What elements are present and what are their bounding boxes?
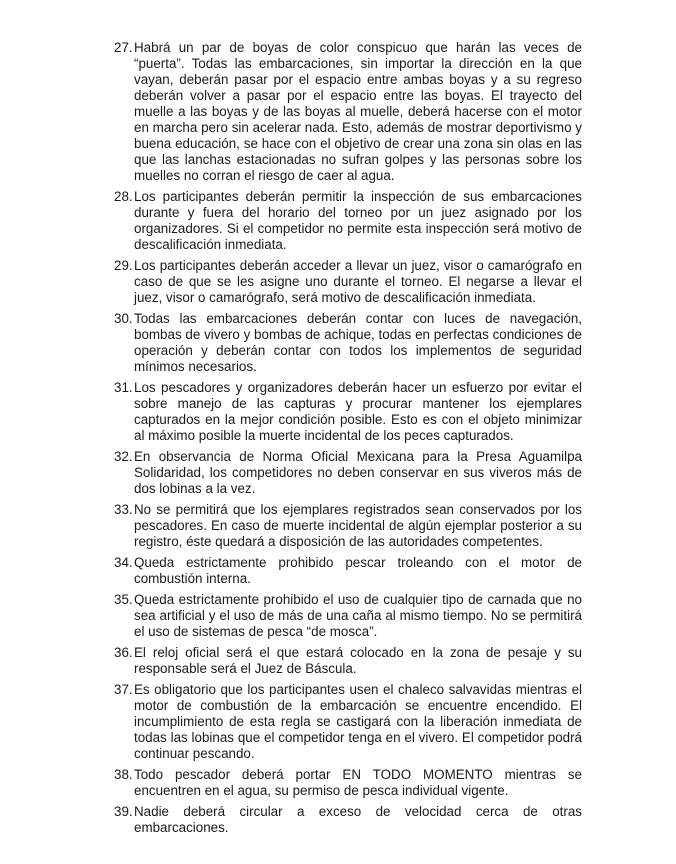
rule-number: 29. xyxy=(114,258,133,273)
rule-number: 27. xyxy=(114,40,133,55)
rule-item-34 xyxy=(114,555,582,587)
rule-item-37 xyxy=(114,682,582,762)
rule-number: 30. xyxy=(114,311,133,326)
rule-item-35 xyxy=(114,592,582,640)
rule-number: 37. xyxy=(114,682,133,697)
rule-text: Queda estrictamente prohibido pescar troleando con el motor de combustión interna. xyxy=(134,555,582,586)
rule-item-36 xyxy=(114,645,582,677)
rule-text: Los pescadores y organizadores deberán hacer un esfuerzo por evitar el sobre manejo de las capturas y procurar mantener los ejemplares capturados en la mejor condición posible. Esto es con el objeto minimizar al máximo posible la muerte incidental de los peces capturados. xyxy=(134,380,582,443)
rule-number: 38. xyxy=(114,767,133,782)
rule-text: Nadie deberá circular a exceso de velocidad cerca de otras embarcaciones. xyxy=(134,804,582,835)
rule-number: 34. xyxy=(114,555,133,570)
rule-number: 35. xyxy=(114,592,133,607)
rule-item-39 xyxy=(114,804,582,836)
rule-number: 33. xyxy=(114,502,133,517)
rule-item-31 xyxy=(114,380,582,444)
rule-number: 32. xyxy=(114,449,133,464)
rule-text: Es obligatorio que los participantes usen el chaleco salvavidas mientras el motor de combustión de la embarcación se encuentre encendido. El incumplimiento de esta regla se castigará con la liberación inmediata de todas las lobinas que el competidor tenga en el vivero. El competidor podrá continuar pescando. xyxy=(134,682,582,761)
rule-item-27 xyxy=(114,40,582,184)
rule-item-33 xyxy=(114,502,582,550)
rule-text: Queda estrictamente prohibido el uso de cualquier tipo de carnada que no sea artificial y el uso de más de una caña al mismo tiempo. No se permitirá el uso de sistemas de pesca “de mosca”. xyxy=(134,592,582,639)
rule-text: Todo pescador deberá portar EN TODO MOMENTO mientras se encuentren en el agua, su permiso de pesca individual vigente. xyxy=(134,767,582,798)
rule-item-38 xyxy=(114,767,582,799)
rule-text: El reloj oficial será el que estará colocado en la zona de pesaje y su responsable será el Juez de Báscula. xyxy=(134,645,582,676)
rule-text: Habrá un par de boyas de color conspicuo que harán las veces de “puerta”. Todas las embarcaciones, sin importar la dirección en la que vayan, deberán pasar por el espacio entre ambas boyas y a su regreso deberán volver a pasar por el espacio entre las boyas. El trayecto del muelle a las boyas y de las boyas al muelle, deberá hacerse con el motor en marcha pero sin acelerar nada. Esto, además de mostrar deportivismo y buena educación, se hace con el objetivo de crear una zona sin olas en las que las lanchas estacionadas no sufran golpes y las personas sobre los muelles no corran el riesgo de caer al agua. xyxy=(134,40,582,183)
rule-item-30 xyxy=(114,311,582,375)
rule-number: 36. xyxy=(114,645,133,660)
rule-item-29 xyxy=(114,258,582,306)
rule-text: Los participantes deberán permitir la inspección de sus embarcaciones durante y fuera del horario del torneo por un juez asignado por los organizadores. Si el competidor no permite esta inspección será motivo de descalificación inmediata. xyxy=(134,189,582,252)
rule-text: No se permitirá que los ejemplares registrados sean conservados por los pescadores. En caso de muerte incidental de algún ejemplar posterior a su registro, éste quedará a disposición de las autoridades competentes. xyxy=(134,502,582,549)
rule-number: 39. xyxy=(114,804,133,819)
rule-text: En observancia de Norma Oficial Mexicana para la Presa Aguamilpa Solidaridad, los competidores no deben conservar en sus viveros más de dos lobinas a la vez. xyxy=(134,449,582,496)
rule-item-28 xyxy=(114,189,582,253)
rule-number: 28. xyxy=(114,189,133,204)
rule-item-32 xyxy=(114,449,582,497)
rule-text: Todas las embarcaciones deberán contar con luces de navegación, bombas de vivero y bombas de achique, todas en perfectas condiciones de operación y deberán contar con todos los implementos de seguridad mínimos necesarios. xyxy=(134,311,582,374)
rule-number: 31. xyxy=(114,380,133,395)
rule-text: Los participantes deberán acceder a llevar un juez, visor o camarógrafo en caso de que se les asigne uno durante el torneo. El negarse a llevar el juez, visor o camarógrafo, será motivo de descalificación inmediata. xyxy=(134,258,582,305)
rules-list xyxy=(114,40,582,841)
